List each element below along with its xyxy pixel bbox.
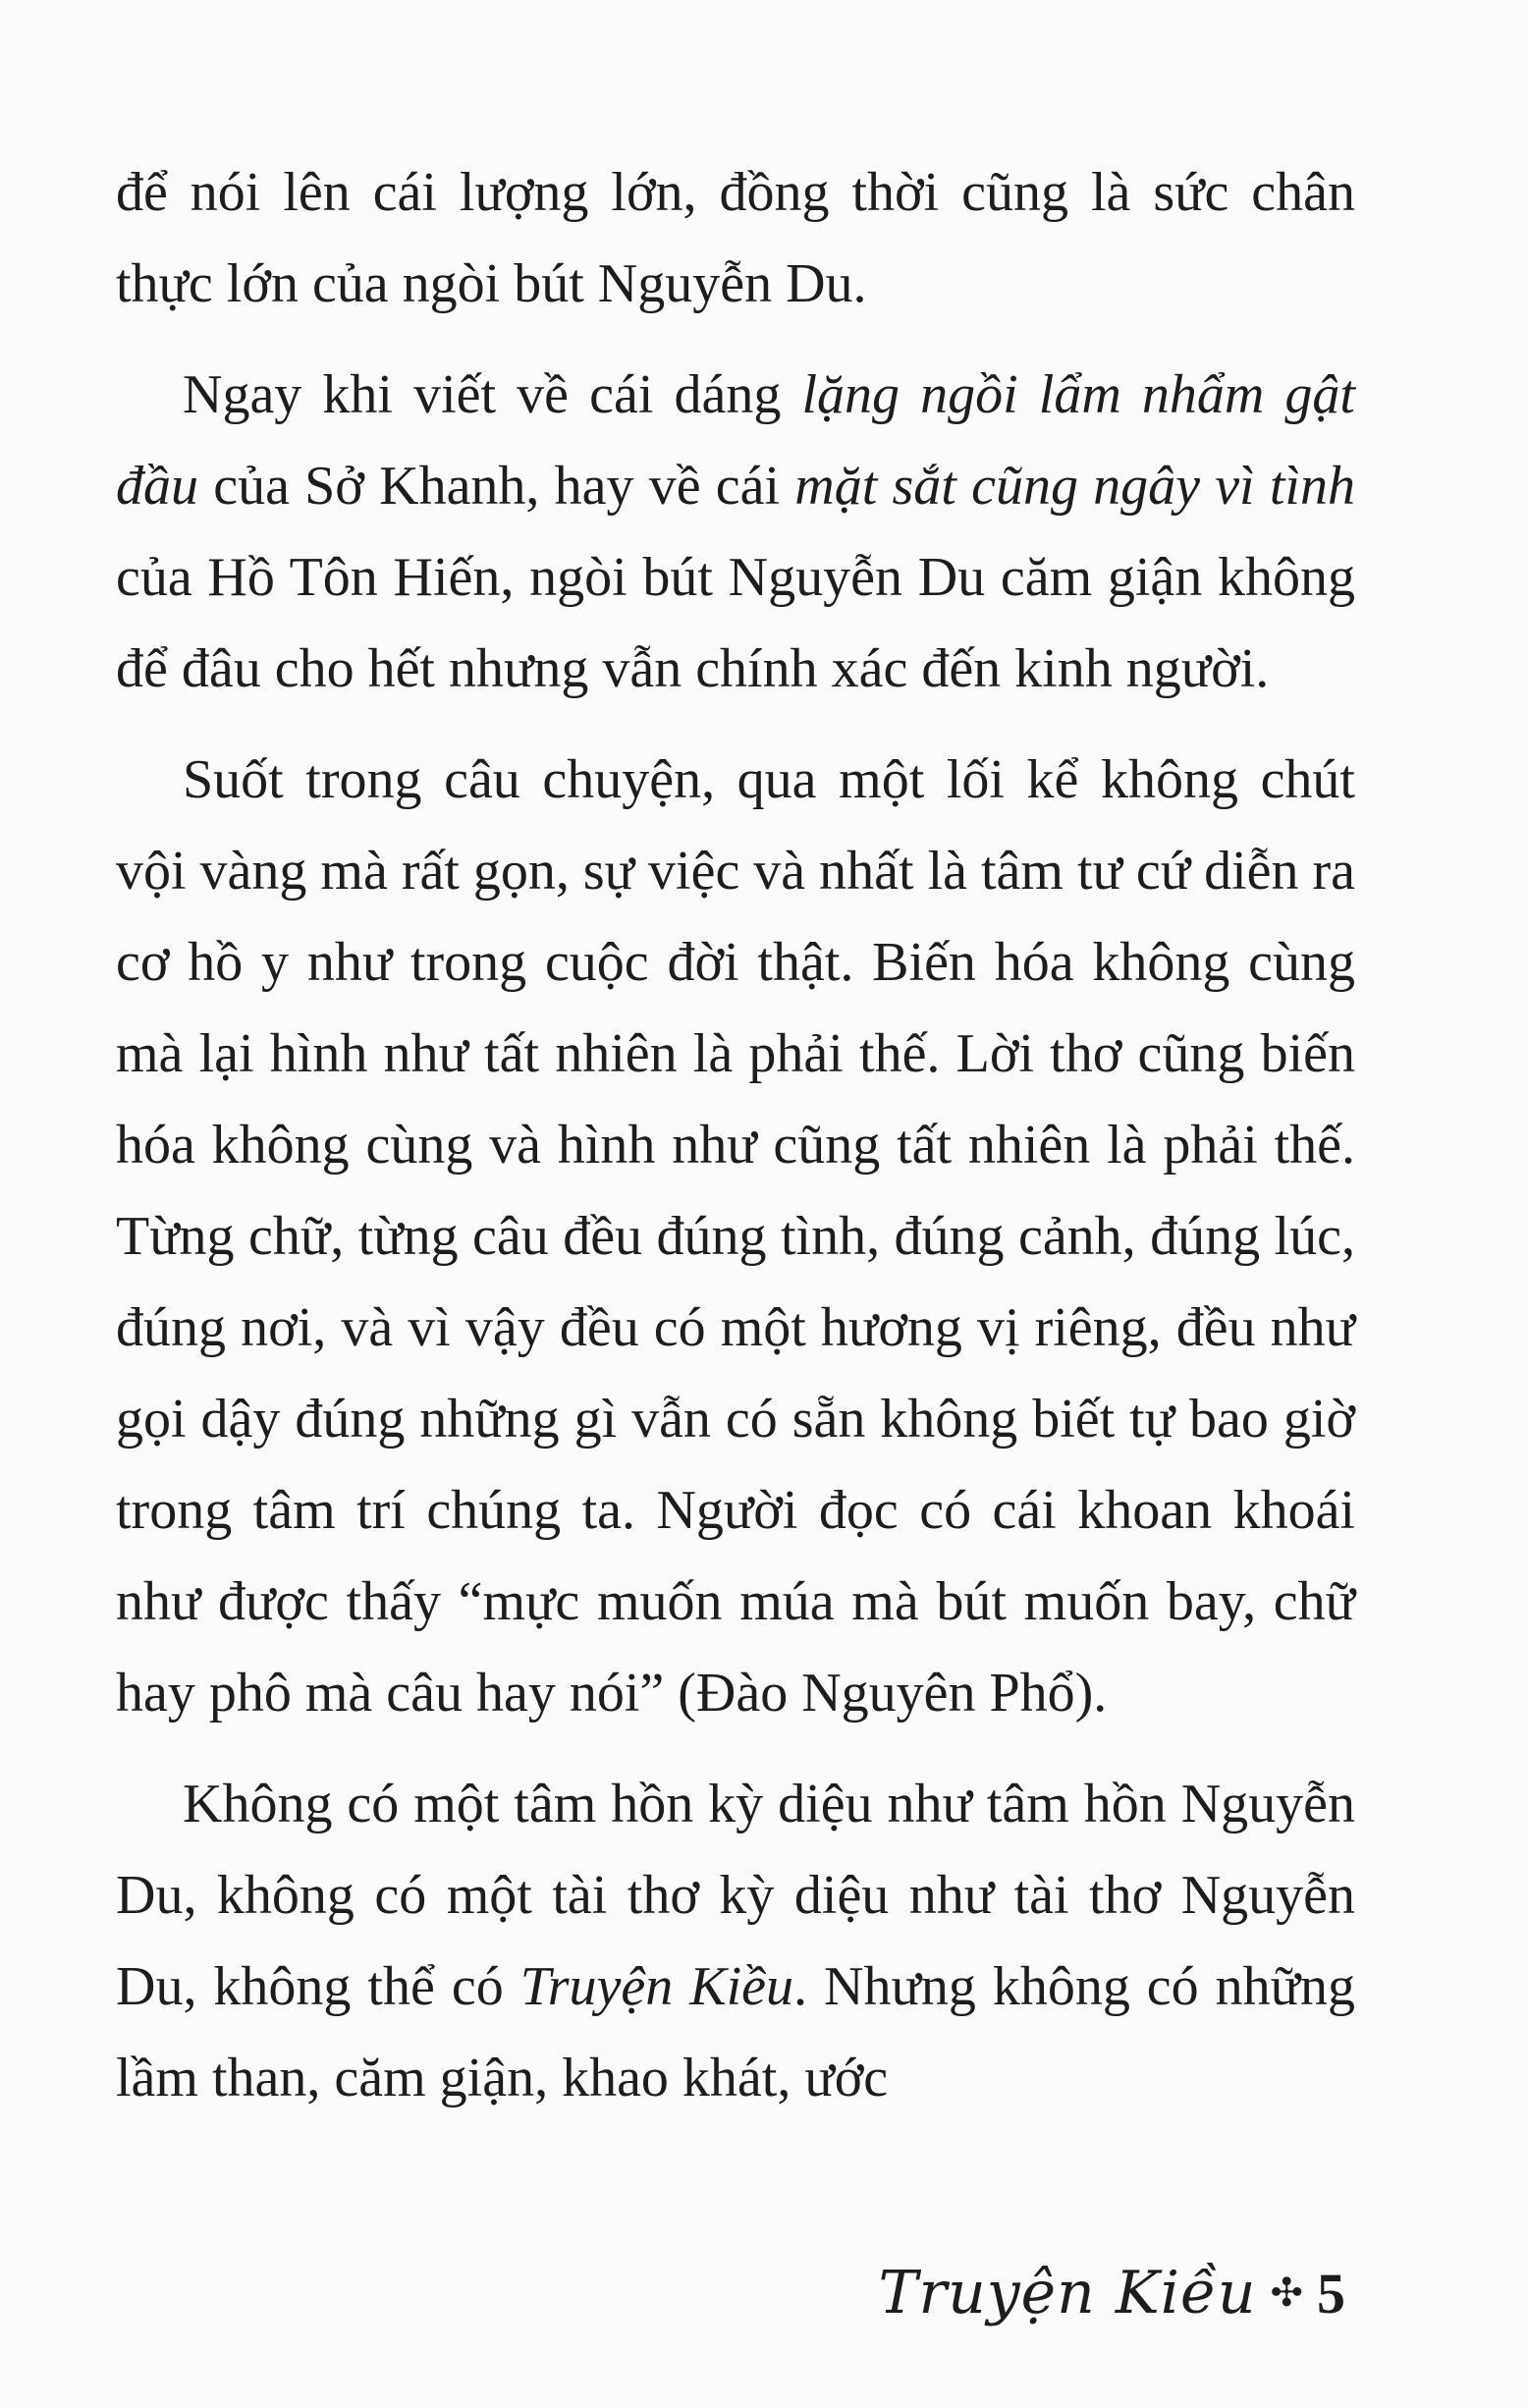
body-text: [116, 147, 1355, 2144]
paragraph-1: [116, 147, 1355, 330]
paragraph-2-text-b: của Sở Khanh, hay về cái: [198, 456, 795, 517]
page-number: 5: [1317, 2261, 1345, 2326]
paragraph-1-text: để nói lên cái lượng lớn, đồng thời cũng là sức chân thực lớn của ngòi bút Nguyễn Du.: [116, 162, 1355, 314]
paragraph-3: [116, 735, 1355, 1739]
ornament-separator-icon: ✣: [1270, 2271, 1303, 2316]
paragraph-3-text: Suốt trong câu chuyện, qua một lối kể không chút vội vàng mà rất gọn, sự việc và nhất là tâm tư cứ diễn ra cơ hồ y như trong cuộc đời thật. Biến hóa không cùng mà lại hình như tất nhiên là phải thế. Lời thơ cũng biến hóa không cùng và hình như cũng tất nhiên là phải thế. Từng chữ, từng câu đều đúng tình, đúng cảnh, đúng lúc, đúng nơi, và vì vậy đều có một hương vị riêng, đều như gọi dậy đúng những gì vẫn có sẵn không biết tự bao giờ trong tâm trí chúng ta. Người đọc có cái khoan khoái như được thấy “mực muốn múa mà bút muốn bay, chữ hay phô mà câu hay nói” (Đào Nguyên Phổ).: [116, 749, 1355, 1724]
running-title: Truyện Kiều: [878, 2259, 1257, 2327]
quote-so-khanh: lặng ngồi lẩm nhẩm gật đầu: [116, 364, 1355, 517]
paragraph-4-text-a: Không có một tâm hồn kỳ diệu như tâm hồn Nguyễn Du, không có một tài thơ kỳ diệu như tài thơ Nguyễn Du, không thể có: [116, 1774, 1355, 2017]
book-title-italic: Truyện Kiều: [519, 1956, 794, 2017]
quote-ho-ton-hien: mặt sắt cũng ngây vì tình: [794, 456, 1355, 517]
page-footer: [878, 2259, 1345, 2327]
paragraph-4-text-b: . Nhưng không có những lầm than, căm giận, khao khát, ước: [116, 1956, 1356, 2108]
paragraph-4: [116, 1759, 1355, 2124]
paragraph-2: [116, 350, 1355, 715]
paragraph-2-text-c: của Hồ Tôn Hiến, ngòi bút Nguyễn Du căm giận không để đâu cho hết nhưng vẫn chính xác đến kinh người.: [116, 547, 1355, 699]
paragraph-2-text-a: Ngay khi viết về cái dáng: [183, 364, 802, 425]
